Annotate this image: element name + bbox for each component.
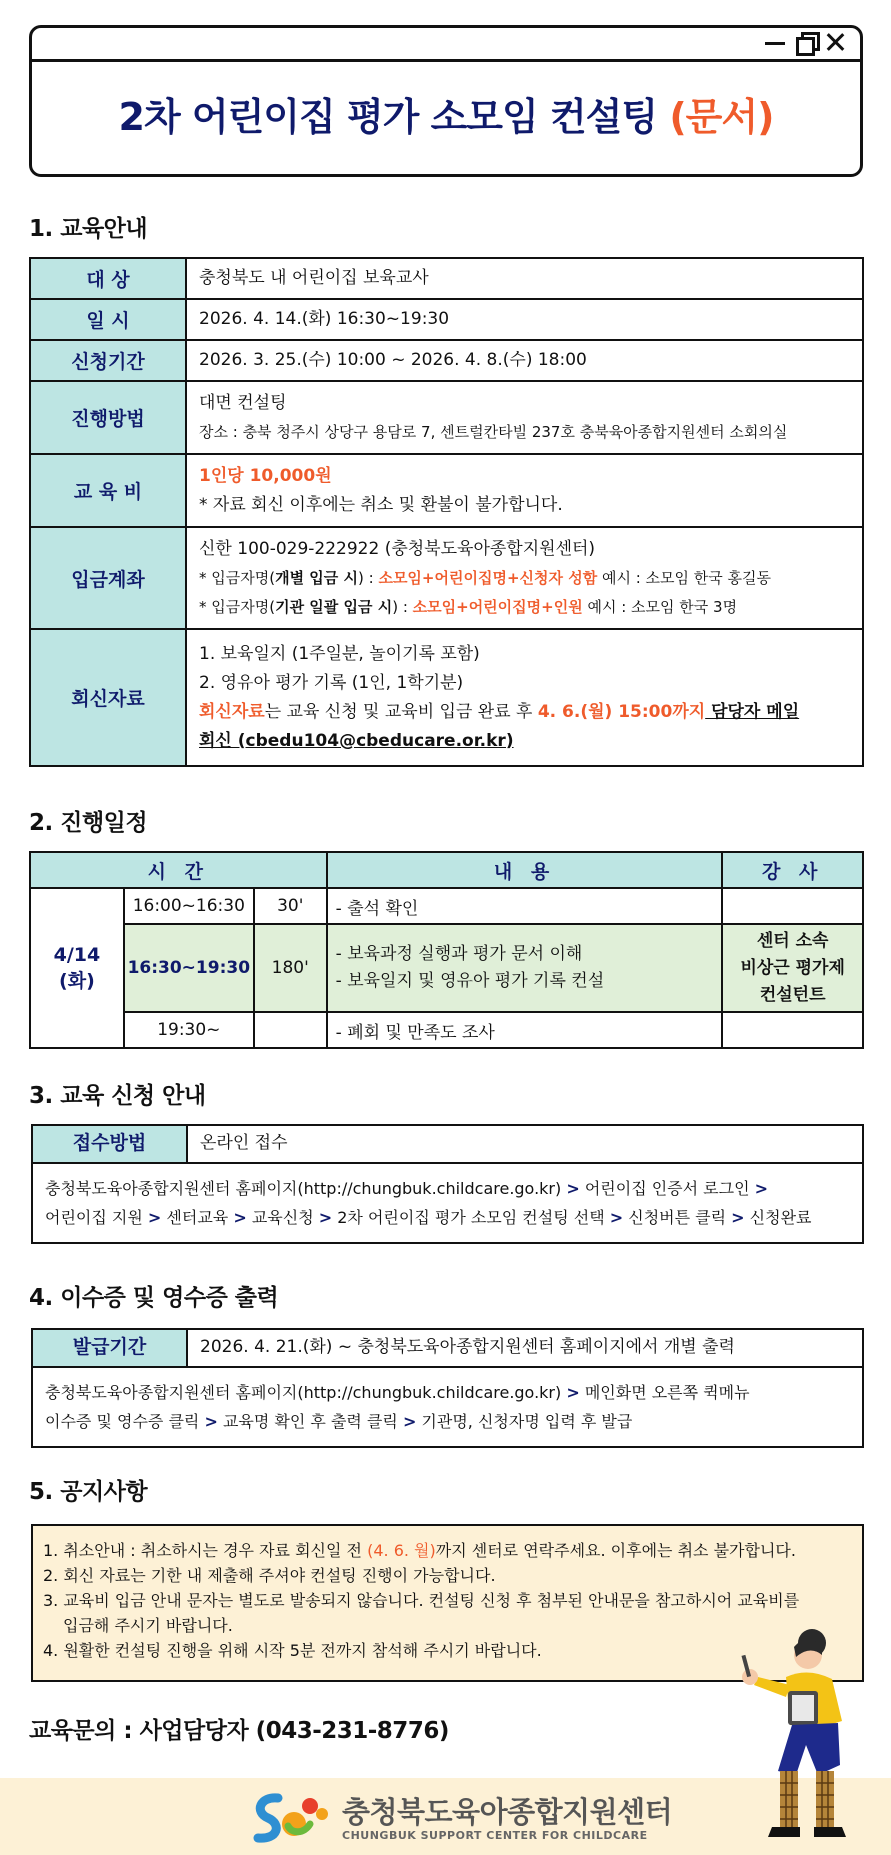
reply-cell	[186, 629, 863, 766]
time-cell: 19:30~	[124, 1012, 254, 1048]
content-cell: - 폐회 및 만족도 조사	[327, 1012, 723, 1048]
section4-heading: 4. 이수증 및 영수증 출력	[29, 1285, 279, 1311]
header-time: 시 간	[30, 852, 327, 888]
notice-item-2: 2. 회신 자료는 기한 내 제출해 주셔야 컨설팅 진행이 가능합니다.	[43, 1566, 496, 1585]
arrow-icon: >	[147, 1208, 162, 1227]
reply-email-label: 담당자 메일	[705, 701, 800, 722]
account-line2-red: 소모임+어린이집명+인원	[412, 597, 583, 616]
instructor-line-1: 센터 소속	[756, 930, 829, 951]
arrow-icon: >	[402, 1412, 417, 1431]
reply-item-1: 1. 보육일지 (1주일분, 놀이기록 포함)	[199, 643, 480, 664]
arrow-icon: >	[731, 1208, 745, 1227]
arrow-icon: >	[754, 1179, 769, 1198]
table-row	[30, 888, 863, 924]
method-value: 대면 컨설팅	[199, 392, 287, 413]
account-line-group	[199, 593, 850, 622]
reply-item-2: 2. 영유아 평가 기록 (1인, 1학기분)	[199, 672, 464, 693]
application-path	[33, 1164, 862, 1242]
window-title-bar	[32, 28, 860, 62]
fee-note: * 자료 회신 이후에는 취소 및 환불이 불가합니다.	[199, 494, 563, 515]
table-row	[30, 1012, 863, 1048]
section1-heading: 1. 교육안내	[29, 216, 148, 242]
notice-item-4: 4. 원활한 컨설팅 진행을 위해 시작 5분 전까지 참석해 주시기 바랍니다.	[43, 1641, 542, 1660]
section2-heading: 2. 진행일정	[29, 810, 148, 836]
page-title	[32, 62, 860, 172]
account-line1-prefix: * 입금자명(	[199, 568, 276, 587]
instructor-empty	[722, 888, 863, 924]
method-place: 장소 : 충북 청주시 상당구 용담로 7, 센트럴칸타빌 237호 충북육아종합지원센터 소회의실	[199, 422, 788, 441]
org-name-ko: 충청북도육아종합지원센터	[342, 1794, 673, 1829]
table-row	[30, 340, 863, 381]
table-header-row	[30, 852, 863, 888]
path-site[interactable]: 충청북도육아종합지원센터 홈페이지(http://chungbuk.childcare.go.kr)	[45, 1179, 567, 1198]
account-line-individual	[199, 564, 850, 593]
arrow-icon: >	[566, 1383, 580, 1402]
apply-period-value: 2026. 3. 25.(수) 10:00 ~ 2026. 4. 8.(수) 18:00	[186, 340, 863, 381]
reply-mid: 는 교육 신청 및 교육비 입금 완료 후	[264, 701, 538, 722]
window-controls	[764, 31, 846, 53]
header-content: 내 용	[327, 852, 723, 888]
duration-cell	[254, 1012, 327, 1048]
minimize-icon[interactable]	[764, 31, 786, 53]
path-step: 기관명, 신청자명 입력 후 발급	[416, 1412, 633, 1431]
content-cell: - 출석 확인	[327, 888, 723, 924]
path-step: 어린이집 지원	[45, 1208, 148, 1227]
table-row	[30, 924, 863, 1012]
table-row	[30, 527, 863, 629]
duration-cell: 180'	[254, 924, 327, 1012]
date-line-2: (화)	[59, 970, 95, 992]
path-step: 메인화면 오른쪽 퀵메뉴	[579, 1383, 750, 1402]
account-cell	[186, 527, 863, 629]
apply-period-label: 신청기간	[30, 340, 186, 381]
account-line2-example: 예시 : 소모임 한국 3명	[582, 597, 738, 616]
target-value: 충청북도 내 어린이집 보육교사	[186, 258, 863, 299]
path-step: 어린이집 인증서 로그인	[579, 1179, 755, 1198]
date-label: 일 시	[30, 299, 186, 340]
account-line1-example: 예시 : 소모임 한국 홍길동	[597, 568, 771, 587]
notice-item-1	[43, 1538, 852, 1563]
content-cell	[327, 924, 723, 1012]
arrow-icon: >	[204, 1412, 218, 1431]
table-row	[30, 629, 863, 766]
path-site[interactable]: 충청북도육아종합지원센터 홈페이지(http://chungbuk.childcare.go.kr)	[45, 1383, 567, 1402]
account-value: 신한 100-029-222922 (충청북도육아종합지원센터)	[199, 538, 596, 559]
section3-heading: 3. 교육 신청 안내	[29, 1083, 206, 1109]
account-line1-red: 소모임+어린이집명+신청자 성함	[378, 568, 598, 587]
instructor-line-2: 비상근 평가제	[740, 957, 845, 978]
date-line-1: 4/14	[53, 944, 101, 966]
account-line2-bold: 기관 일괄 입금 시	[275, 597, 393, 616]
method-label: 진행방법	[30, 381, 186, 454]
notice-1c: 까지 센터로 연락주세요. 이후에는 취소 불가합니다.	[435, 1541, 796, 1560]
content-line-1: - 보육과정 실행과 평가 문서 이해	[335, 944, 583, 964]
path-step: 교육명 확인 후 출력 클릭	[217, 1412, 403, 1431]
org-name-en: CHUNGBUK SUPPORT CENTER FOR CHILDCARE	[342, 1828, 648, 1842]
header-instructor: 강 사	[722, 852, 863, 888]
reply-label: 회신자료	[30, 629, 186, 766]
logo-text	[342, 1795, 672, 1842]
time-cell: 16:00~16:30	[124, 888, 254, 924]
education-info-table	[29, 257, 864, 767]
application-key: 접수방법	[33, 1126, 188, 1162]
certificate-path	[33, 1368, 862, 1446]
certificate-value: 2026. 4. 21.(화) ~ 충청북도육아종합지원센터 홈페이지에서 개별 출력	[200, 1337, 735, 1357]
maximize-icon[interactable]	[794, 31, 816, 53]
account-line2-mid: ) :	[392, 597, 413, 616]
duration-cell: 30'	[254, 888, 327, 924]
fee-value: 1인당 10,000원	[199, 465, 332, 486]
table-row	[30, 299, 863, 340]
account-label: 입금계좌	[30, 527, 186, 629]
arrow-icon: >	[609, 1208, 624, 1227]
arrow-icon: >	[233, 1208, 247, 1227]
fee-cell	[186, 454, 863, 527]
center-logo	[248, 1788, 672, 1848]
content-line-2: - 보육일지 및 영유아 평가 기록 컨설	[335, 971, 605, 991]
person-illustration	[720, 1625, 870, 1855]
date-value: 2026. 4. 14.(화) 16:30~19:30	[186, 299, 863, 340]
time-cell: 16:30~19:30	[124, 924, 254, 1012]
application-value: 온라인 접수	[200, 1133, 288, 1153]
path-step: 신청버튼 클릭	[623, 1208, 732, 1227]
instructor-line-3: 컨설턴트	[759, 984, 826, 1005]
path-step: 신청완료	[744, 1208, 812, 1227]
notice-1a: 1. 취소안내 : 취소하시는 경우 자료 회신일 전	[43, 1541, 368, 1560]
schedule-table	[29, 851, 864, 1049]
reply-email-link[interactable]: 회신 (cbedu104@cbeducare.or.kr)	[199, 730, 514, 751]
arrow-icon: >	[318, 1208, 333, 1227]
notice-item-3-cont: 입금해 주시기 바랍니다.	[63, 1616, 233, 1635]
method-cell	[186, 381, 863, 454]
certificate-box	[31, 1328, 864, 1448]
path-step: 이수증 및 영수증 클릭	[45, 1412, 205, 1431]
table-row	[30, 381, 863, 454]
title-accent: (문서)	[669, 95, 774, 139]
inquiry-contact: 교육문의 : 사업담당자 (043-231-8776)	[29, 1718, 449, 1744]
application-box	[31, 1124, 864, 1244]
notice-1b: (4. 6. 월)	[367, 1541, 436, 1560]
target-label: 대 상	[30, 258, 186, 299]
title-main: 2차 어린이집 평가 소모임 컨설팅	[118, 95, 670, 139]
notice-item-3: 3. 교육비 입금 안내 문자는 별도로 발송되지 않습니다. 컨설팅 신청 후 첨부된 안내문을 참고하시어 교육비를	[43, 1591, 800, 1610]
title-window	[29, 25, 863, 177]
account-line1-bold: 개별 입금 시	[275, 568, 358, 587]
certificate-key: 발급기간	[33, 1330, 188, 1366]
path-step: 교육신청	[246, 1208, 319, 1227]
schedule-date	[30, 888, 124, 1048]
section5-heading: 5. 공지사항	[29, 1479, 148, 1505]
reply-deadline: 4. 6.(월) 15:00까지	[537, 701, 706, 722]
application-row	[33, 1126, 862, 1164]
reply-red-1: 회신자료	[199, 701, 265, 722]
fee-label: 교 육 비	[30, 454, 186, 527]
path-step: 2차 어린이집 평가 소모임 컨설팅 선택	[332, 1208, 610, 1227]
logo-icon	[248, 1788, 330, 1848]
reply-instructions	[199, 698, 850, 727]
account-line2-prefix: * 입금자명(	[199, 597, 276, 616]
path-step: 센터교육	[161, 1208, 234, 1227]
table-row	[30, 258, 863, 299]
account-line1-mid: ) :	[358, 568, 379, 587]
table-row	[30, 454, 863, 527]
instructor-cell	[722, 924, 863, 1012]
arrow-icon: >	[566, 1179, 580, 1198]
instructor-empty	[722, 1012, 863, 1048]
certificate-row	[33, 1330, 862, 1368]
close-icon[interactable]	[824, 31, 846, 53]
